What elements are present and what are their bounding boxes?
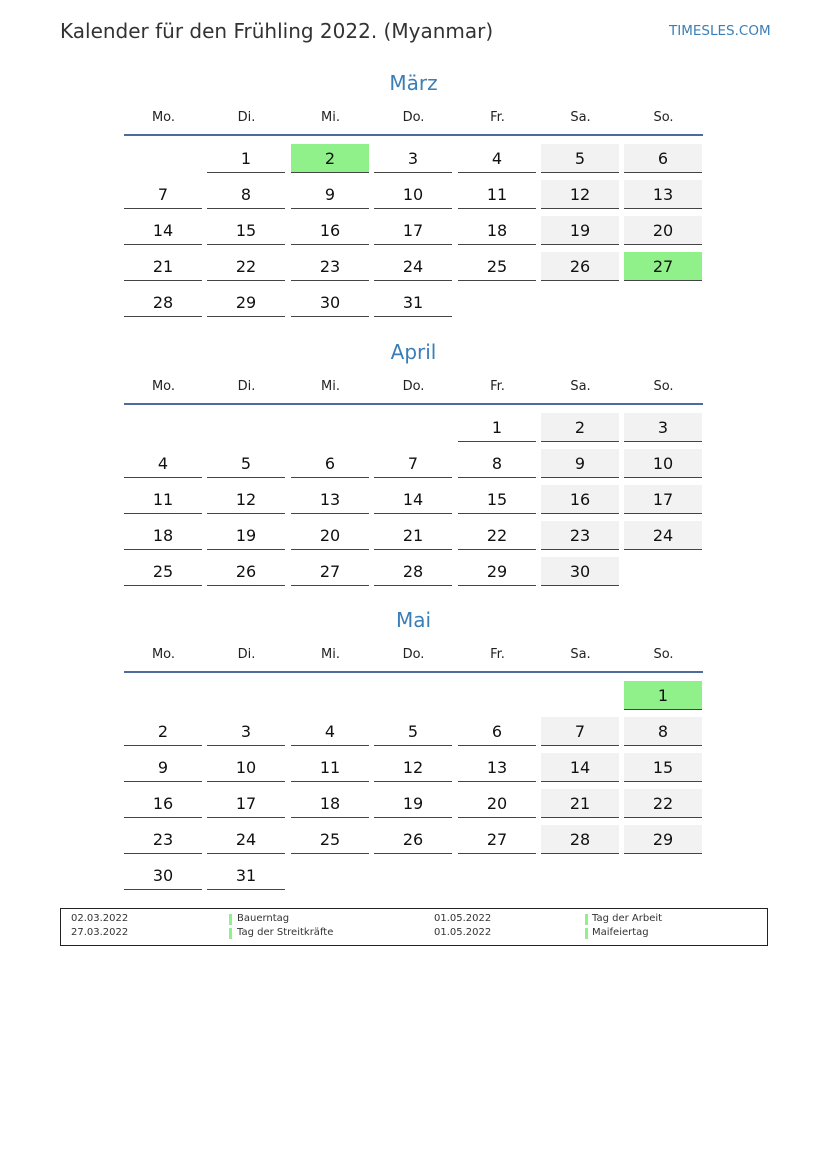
day-cell: 24: [374, 252, 452, 281]
day-cell: 30: [291, 288, 369, 317]
day-cell: 27: [458, 825, 536, 854]
day-cell: 3: [207, 717, 285, 746]
day-cell: 11: [124, 485, 202, 514]
day-cell: 15: [458, 485, 536, 514]
day-cell: 2: [124, 717, 202, 746]
day-cell: 25: [458, 252, 536, 281]
legend-holiday-marker: [585, 914, 588, 925]
legend-date: 01.05.2022: [434, 913, 492, 924]
day-cell: 18: [458, 216, 536, 245]
legend-holiday-marker: [585, 928, 588, 939]
day-cell: 6: [458, 717, 536, 746]
day-cell: 31: [374, 288, 452, 317]
weekday-header: Mo.: [151, 647, 176, 662]
day-cell: 24: [207, 825, 285, 854]
weekday-header: Do.: [402, 110, 425, 125]
legend-holiday-name: Tag der Streitkräfte: [237, 927, 334, 938]
day-cell: 14: [374, 485, 452, 514]
day-cell: 13: [291, 485, 369, 514]
day-cell: 30: [541, 557, 619, 586]
day-cell: 28: [124, 288, 202, 317]
legend-holiday-name: Bauerntag: [237, 913, 290, 924]
month-name: Mai: [395, 608, 432, 632]
weekday-header: Do.: [402, 379, 425, 394]
day-cell: 5: [207, 449, 285, 478]
weekday-header: Mi.: [321, 110, 340, 125]
day-cell: 17: [624, 485, 702, 514]
day-cell: 23: [541, 521, 619, 550]
day-cell: 23: [291, 252, 369, 281]
day-cell: 5: [541, 144, 619, 173]
day-cell: 22: [458, 521, 536, 550]
day-cell: 2: [541, 413, 619, 442]
day-cell: 10: [624, 449, 702, 478]
day-cell: 28: [541, 825, 619, 854]
legend-holiday-marker: [229, 928, 232, 939]
day-cell: 31: [207, 861, 285, 890]
weekday-header: Sa.: [570, 647, 591, 662]
weekday-header: Fr.: [490, 379, 505, 394]
day-cell: 14: [541, 753, 619, 782]
day-cell: 15: [207, 216, 285, 245]
day-cell: 16: [291, 216, 369, 245]
day-cell: 7: [541, 717, 619, 746]
day-cell: 4: [458, 144, 536, 173]
holiday-day-cell: 27: [624, 252, 702, 281]
header-rule: [124, 671, 703, 673]
day-cell: 7: [374, 449, 452, 478]
weekday-header: Fr.: [490, 110, 505, 125]
day-cell: 16: [124, 789, 202, 818]
header-rule: [124, 403, 703, 405]
weekday-header: Di.: [237, 110, 256, 125]
day-cell: 21: [124, 252, 202, 281]
day-cell: 17: [207, 789, 285, 818]
legend-holiday-marker: [229, 914, 232, 925]
day-cell: 21: [374, 521, 452, 550]
day-cell: 28: [374, 557, 452, 586]
holiday-day-cell: 2: [291, 144, 369, 173]
day-cell: 18: [124, 521, 202, 550]
day-cell: 25: [291, 825, 369, 854]
day-cell: 6: [291, 449, 369, 478]
holiday-legend: [60, 908, 768, 946]
day-cell: 26: [541, 252, 619, 281]
day-cell: 11: [291, 753, 369, 782]
day-cell: 27: [291, 557, 369, 586]
day-cell: 13: [624, 180, 702, 209]
day-cell: 7: [124, 180, 202, 209]
day-cell: 10: [207, 753, 285, 782]
weekday-header: So.: [653, 379, 674, 394]
day-cell: 26: [207, 557, 285, 586]
weekday-header: Mo.: [151, 379, 176, 394]
day-cell: 19: [374, 789, 452, 818]
day-cell: 22: [207, 252, 285, 281]
day-cell: 26: [374, 825, 452, 854]
month-name: April: [390, 340, 437, 364]
day-cell: 15: [624, 753, 702, 782]
day-cell: 30: [124, 861, 202, 890]
weekday-header: Di.: [237, 379, 256, 394]
weekday-header: So.: [653, 110, 674, 125]
day-cell: 9: [541, 449, 619, 478]
month-name: März: [389, 71, 438, 95]
day-cell: 25: [124, 557, 202, 586]
day-cell: 5: [374, 717, 452, 746]
day-cell: 16: [541, 485, 619, 514]
day-cell: 19: [207, 521, 285, 550]
legend-date: 01.05.2022: [434, 927, 492, 938]
weekday-header: Fr.: [490, 647, 505, 662]
day-cell: 19: [541, 216, 619, 245]
weekday-header: So.: [653, 647, 674, 662]
day-cell: 12: [374, 753, 452, 782]
day-cell: 29: [624, 825, 702, 854]
day-cell: 9: [291, 180, 369, 209]
day-cell: 11: [458, 180, 536, 209]
day-cell: 20: [624, 216, 702, 245]
weekday-header: Mo.: [151, 110, 176, 125]
day-cell: 29: [207, 288, 285, 317]
legend-date: 02.03.2022: [71, 913, 129, 924]
day-cell: 12: [207, 485, 285, 514]
day-cell: 24: [624, 521, 702, 550]
page-title: Kalender für den Frühling 2022. (Myanmar): [60, 19, 494, 43]
day-cell: 6: [624, 144, 702, 173]
day-cell: 1: [458, 413, 536, 442]
weekday-header: Sa.: [570, 379, 591, 394]
day-cell: 4: [291, 717, 369, 746]
day-cell: 3: [374, 144, 452, 173]
day-cell: 8: [207, 180, 285, 209]
day-cell: 14: [124, 216, 202, 245]
day-cell: 21: [541, 789, 619, 818]
legend-holiday-name: Maifeiertag: [592, 927, 649, 938]
day-cell: 8: [458, 449, 536, 478]
day-cell: 18: [291, 789, 369, 818]
brand-link[interactable]: TIMESLES.COM: [669, 23, 771, 39]
day-cell: 4: [124, 449, 202, 478]
day-cell: 1: [207, 144, 285, 173]
day-cell: 17: [374, 216, 452, 245]
day-cell: 29: [458, 557, 536, 586]
day-cell: 12: [541, 180, 619, 209]
header-rule: [124, 134, 703, 136]
weekday-header: Sa.: [570, 110, 591, 125]
weekday-header: Mi.: [321, 379, 340, 394]
day-cell: 9: [124, 753, 202, 782]
day-cell: 10: [374, 180, 452, 209]
weekday-header: Do.: [402, 647, 425, 662]
day-cell: 20: [458, 789, 536, 818]
day-cell: 22: [624, 789, 702, 818]
day-cell: 8: [624, 717, 702, 746]
day-cell: 23: [124, 825, 202, 854]
weekday-header: Mi.: [321, 647, 340, 662]
legend-date: 27.03.2022: [71, 927, 129, 938]
day-cell: 20: [291, 521, 369, 550]
holiday-day-cell: 1: [624, 681, 702, 710]
day-cell: 13: [458, 753, 536, 782]
day-cell: 3: [624, 413, 702, 442]
weekday-header: Di.: [237, 647, 256, 662]
legend-holiday-name: Tag der Arbeit: [592, 913, 663, 924]
